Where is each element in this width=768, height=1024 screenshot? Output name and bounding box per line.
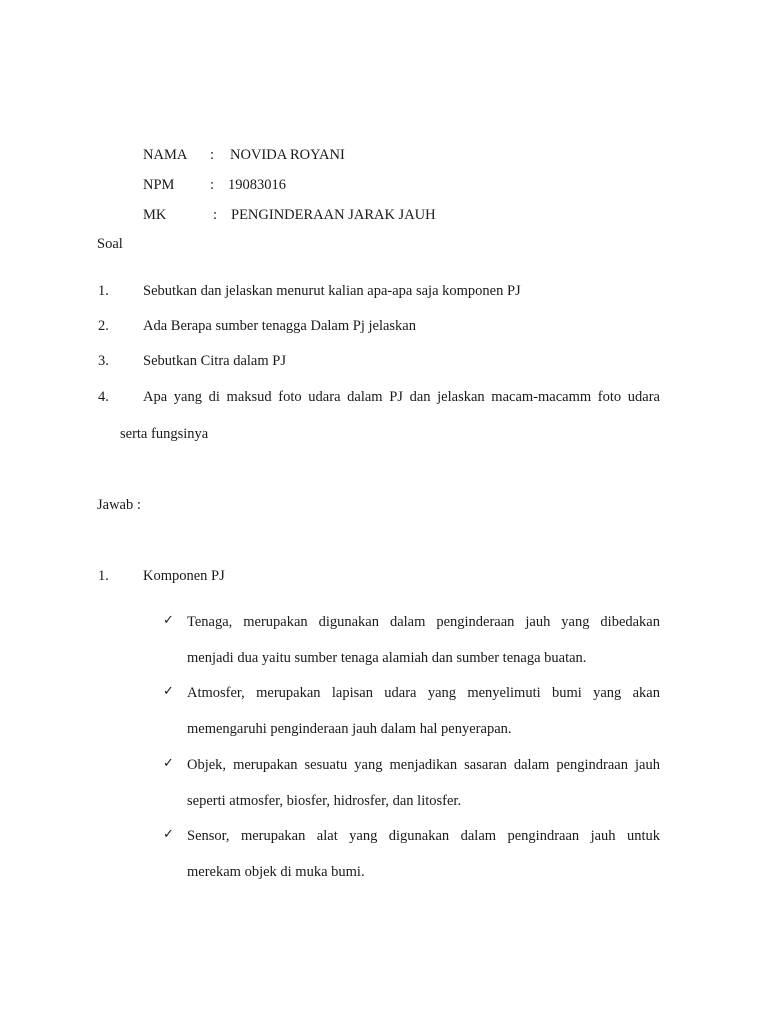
soal-number-2: 2. — [98, 318, 109, 334]
bullet-1-line-2: menjadi dua yaitu sumber tenaga alamiah dan sumber tenaga buatan. — [187, 650, 587, 666]
soal-question-4-continuation: serta fungsinya — [120, 426, 209, 442]
bullet-3-line-1: Objek, merupakan sesuatu yang menjadikan sasaran dalam pengindraan jauh — [187, 757, 660, 773]
npm-label: NPM — [143, 177, 175, 193]
soal-number-4: 4. — [98, 389, 109, 405]
checkmark-icon: ✓ — [163, 613, 174, 628]
name-label: NAMA — [143, 147, 188, 163]
bullet-1-line-1: Tenaga, merupakan digunakan dalam penginderaan jauh yang dibedakan — [187, 614, 660, 630]
soal-number-1: 1. — [98, 283, 109, 299]
bullet-2-line-2: memengaruhi penginderaan jauh dalam hal penyerapan. — [187, 721, 512, 737]
name-colon: : — [210, 147, 215, 163]
soal-question-2: Ada Berapa sumber tenagga Dalam Pj jelaskan — [143, 318, 416, 334]
name-value: NOVIDA ROYANI — [230, 147, 345, 163]
soal-number-3: 3. — [98, 353, 109, 369]
bullet-4-line-1: Sensor, merupakan alat yang digunakan dalam pengindraan jauh untuk — [187, 828, 660, 844]
soal-question-1: Sebutkan dan jelaskan menurut kalian apa-apa saja komponen PJ — [143, 283, 521, 299]
soal-question-4: Apa yang di maksud foto udara dalam PJ dan jelaskan macam-macamm foto udara — [143, 389, 660, 405]
checkmark-icon: ✓ — [163, 827, 174, 842]
bullet-2-line-1: Atmosfer, merupakan lapisan udara yang menyelimuti bumi yang akan — [187, 685, 660, 701]
jawab-number-1: 1. — [98, 568, 109, 584]
mk-label: MK — [143, 207, 167, 223]
checkmark-icon: ✓ — [163, 684, 174, 699]
bullet-3-line-2: seperti atmosfer, biosfer, hidrosfer, dan litosfer. — [187, 793, 462, 809]
soal-title: Soal — [97, 236, 123, 252]
jawab-title: Jawab : — [97, 497, 141, 513]
soal-question-3: Sebutkan Citra dalam PJ — [143, 353, 286, 369]
mk-value: PENGINDERAAN JARAK JAUH — [231, 207, 436, 223]
checkmark-icon: ✓ — [163, 756, 174, 771]
bullet-4-line-2: merekam objek di muka bumi. — [187, 864, 365, 880]
jawab-item-title: Komponen PJ — [143, 568, 225, 584]
npm-value: 19083016 — [228, 177, 286, 193]
mk-colon: : — [213, 207, 218, 223]
npm-colon: : — [210, 177, 215, 193]
